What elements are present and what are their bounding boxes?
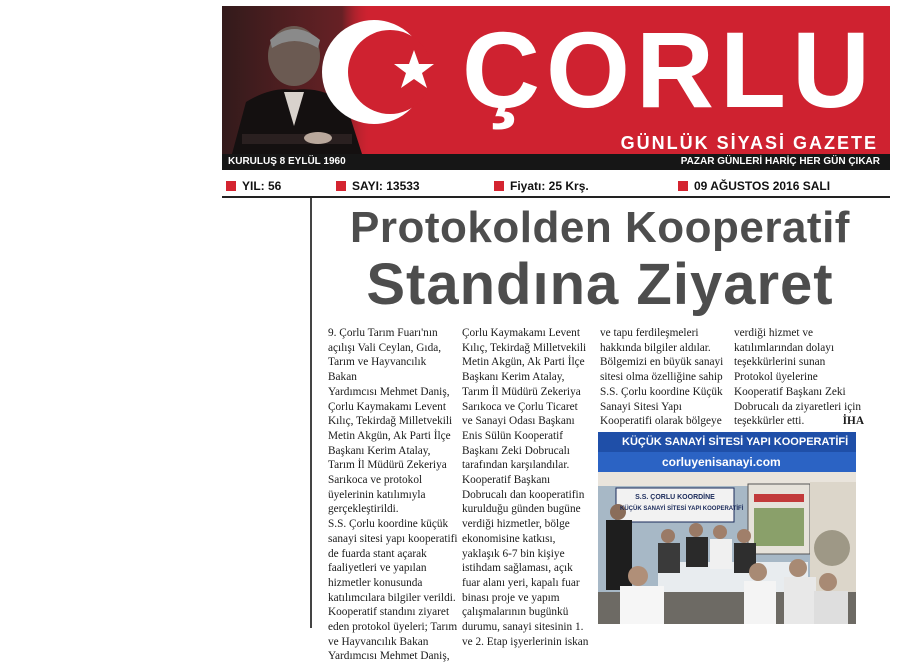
article-line: Kılıç, Tekirdağ Milletvekili bbox=[328, 415, 453, 428]
photo-sign-line-1: S.S. ÇORLU KOORDİNE bbox=[635, 494, 715, 501]
masthead bbox=[222, 6, 890, 170]
article-line: 9. Çorlu Tarım Fuarı'nın bbox=[328, 327, 438, 339]
publication-schedule: PAZAR GÜNLERİ HARİÇ HER GÜN ÇIKAR bbox=[680, 156, 880, 167]
article-line: Metin Akgün, Ak Parti İlçe bbox=[328, 429, 451, 442]
article-line: çalışmalarının bugünkü bbox=[462, 606, 569, 619]
article-line: gerçekleştirildi. bbox=[328, 503, 399, 516]
article-line: katılımlarından dolayı bbox=[734, 341, 835, 354]
date-label: 09 AĞUSTOS 2016 SALI bbox=[694, 179, 831, 193]
article-line: Başkanı Kerim Atalay, bbox=[462, 371, 565, 384]
article-line: faaliyetleri ve yapılan bbox=[328, 562, 427, 575]
article-line: yaklaşık 6-7 bin kişiye bbox=[462, 547, 565, 560]
article-line: kurulduğu günden bugüne bbox=[462, 503, 581, 516]
article-line: verdiği hizmet ve bbox=[734, 327, 814, 339]
article-line: Tarım İl Müdürü Zekeriya bbox=[328, 459, 447, 472]
newspaper-subtitle: GÜNLÜK SİYASİ GAZETE bbox=[620, 133, 878, 153]
article-line: de fuarda stant açarak bbox=[328, 547, 427, 560]
article-line: tarafından karşılandılar. bbox=[462, 459, 570, 472]
bullet-square-icon bbox=[226, 181, 236, 191]
article-line: Çorlu Kaymakamı Levent bbox=[462, 327, 580, 339]
article-line: binası proje ve yapım bbox=[462, 591, 560, 604]
article-line: Dobrucalı dan kooperatifin bbox=[462, 488, 585, 501]
article-line: sitesi olma özelliğine sahip bbox=[600, 371, 723, 384]
article-line: Başkanı Zeki Dobrucalı bbox=[462, 444, 570, 457]
article-line: Kooperatif Başkanı Zeki bbox=[734, 385, 846, 398]
article-line: katılımcılara bilgiler verildi. bbox=[328, 591, 456, 604]
year-info bbox=[226, 178, 281, 194]
article-line: Kooperatif standını ziyaret bbox=[328, 606, 450, 619]
article-column-1 bbox=[328, 326, 458, 663]
article-line: Enis Sülün Kooperatif bbox=[462, 429, 564, 442]
article-line: ve Sanayi Odası Başkanı bbox=[462, 415, 575, 428]
article-column-4 bbox=[734, 326, 864, 432]
article-line: ekonomisine katkısı, bbox=[462, 532, 556, 545]
article-line: Sarıkoca ve protokol bbox=[328, 474, 423, 487]
article-line: sanayi sitesi yapı kooperatifi bbox=[328, 532, 458, 545]
article-line: verdiği hizmetler, bölge bbox=[462, 518, 570, 531]
article-line: Tarım İl Müdürü Zekeriya bbox=[462, 385, 581, 398]
article-line: teşekkürlerini sunan bbox=[734, 356, 826, 369]
article-line: Sanayi Sitesi Yapı bbox=[600, 400, 682, 413]
article-line: eden protokol üyeleri; Tarım bbox=[328, 621, 458, 634]
article-line: Tarım ve Hayvancılık Bakan bbox=[328, 356, 427, 384]
bullet-square-icon bbox=[678, 181, 688, 191]
article-line: Protokol üyelerine bbox=[734, 371, 818, 384]
article-line: Başkanı Kerim Atalay, bbox=[328, 444, 431, 457]
agency-signature: İHA bbox=[842, 415, 864, 428]
article-line: Dobrucalı da ziyaretleri için bbox=[734, 400, 862, 413]
article-line: istihdam sağlaması, açık bbox=[462, 562, 573, 575]
photo-banner-text: KÜÇÜK SANAYİ SİTESİ YAPI KOOPERATİFİ bbox=[622, 436, 849, 448]
column-divider bbox=[310, 198, 312, 628]
article-line: durumu, sanayi sitesinin 1. bbox=[462, 621, 584, 634]
article-line: üyelerinin katılımıyla bbox=[328, 488, 426, 501]
article-line: S.S. Çorlu koordine Küçük bbox=[600, 385, 723, 398]
headline-line-1: Protokolden Kooperatif bbox=[350, 203, 850, 252]
article-line: Bölgemizi en büyük sanayi bbox=[600, 356, 724, 369]
date-info bbox=[678, 178, 830, 194]
article-line: Kooperatif Başkanı bbox=[462, 474, 551, 487]
photo-banner-url: corluyenisanayi.com bbox=[662, 455, 781, 469]
bullet-square-icon bbox=[494, 181, 504, 191]
article-photo bbox=[598, 432, 856, 624]
article-line: Yardımcısı Mehmet Daniş, bbox=[328, 650, 450, 663]
headline-line-2: Standına Ziyaret bbox=[366, 252, 834, 317]
price-label: Fiyatı: 25 Krş. bbox=[510, 179, 589, 193]
article-line: Sarıkoca ve Çorlu Ticaret bbox=[462, 400, 578, 413]
founded-date: KURULUŞ 8 EYLÜL 1960 bbox=[228, 156, 346, 167]
article-line: Kılıç, Tekirdağ Milletvekili bbox=[462, 341, 587, 354]
issue-number-info bbox=[336, 178, 420, 194]
article-line: ve tapu ferdileşmeleri bbox=[600, 327, 699, 339]
issue-info-bar bbox=[222, 176, 890, 198]
crescent-star-emblem bbox=[322, 20, 434, 124]
article-line: fuar alanı yeri, kapalı fuar bbox=[462, 576, 580, 589]
article-line: Çorlu Kaymakamı Levent bbox=[328, 400, 446, 413]
article-line: teşekkürler etti. İHA bbox=[734, 415, 864, 428]
bullet-square-icon bbox=[336, 181, 346, 191]
year-label: YIL: 56 bbox=[242, 179, 282, 193]
article-line: ve Hayvancılık Bakan bbox=[328, 635, 429, 648]
price-info bbox=[494, 178, 589, 194]
issue-label: SAYI: 13533 bbox=[352, 179, 420, 193]
article-column-2 bbox=[462, 326, 596, 648]
photo-sign-line-2: KÜÇÜK SANAYİ SİTESİ YAPI KOOPERATİFİ bbox=[620, 506, 744, 512]
article-line: ve 2. Etap işyerlerinin iskan bbox=[462, 635, 589, 648]
article-line: hizmetler konusunda bbox=[328, 576, 423, 589]
newspaper-logo: ÇORLU bbox=[462, 9, 876, 130]
article-line: Yardımcısı Mehmet Daniş, bbox=[328, 385, 450, 398]
article-column-3 bbox=[600, 326, 728, 432]
article-line: Kooperatifi olarak bölgeye bbox=[600, 415, 722, 428]
article-line: hakkında bilgiler aldılar. bbox=[600, 341, 711, 354]
article-line: açılışı Vali Ceylan, Gıda, bbox=[328, 341, 442, 354]
article-line: S.S. Çorlu koordine küçük bbox=[328, 518, 449, 531]
article-line: Metin Akgün, Ak Parti İlçe bbox=[462, 356, 585, 369]
